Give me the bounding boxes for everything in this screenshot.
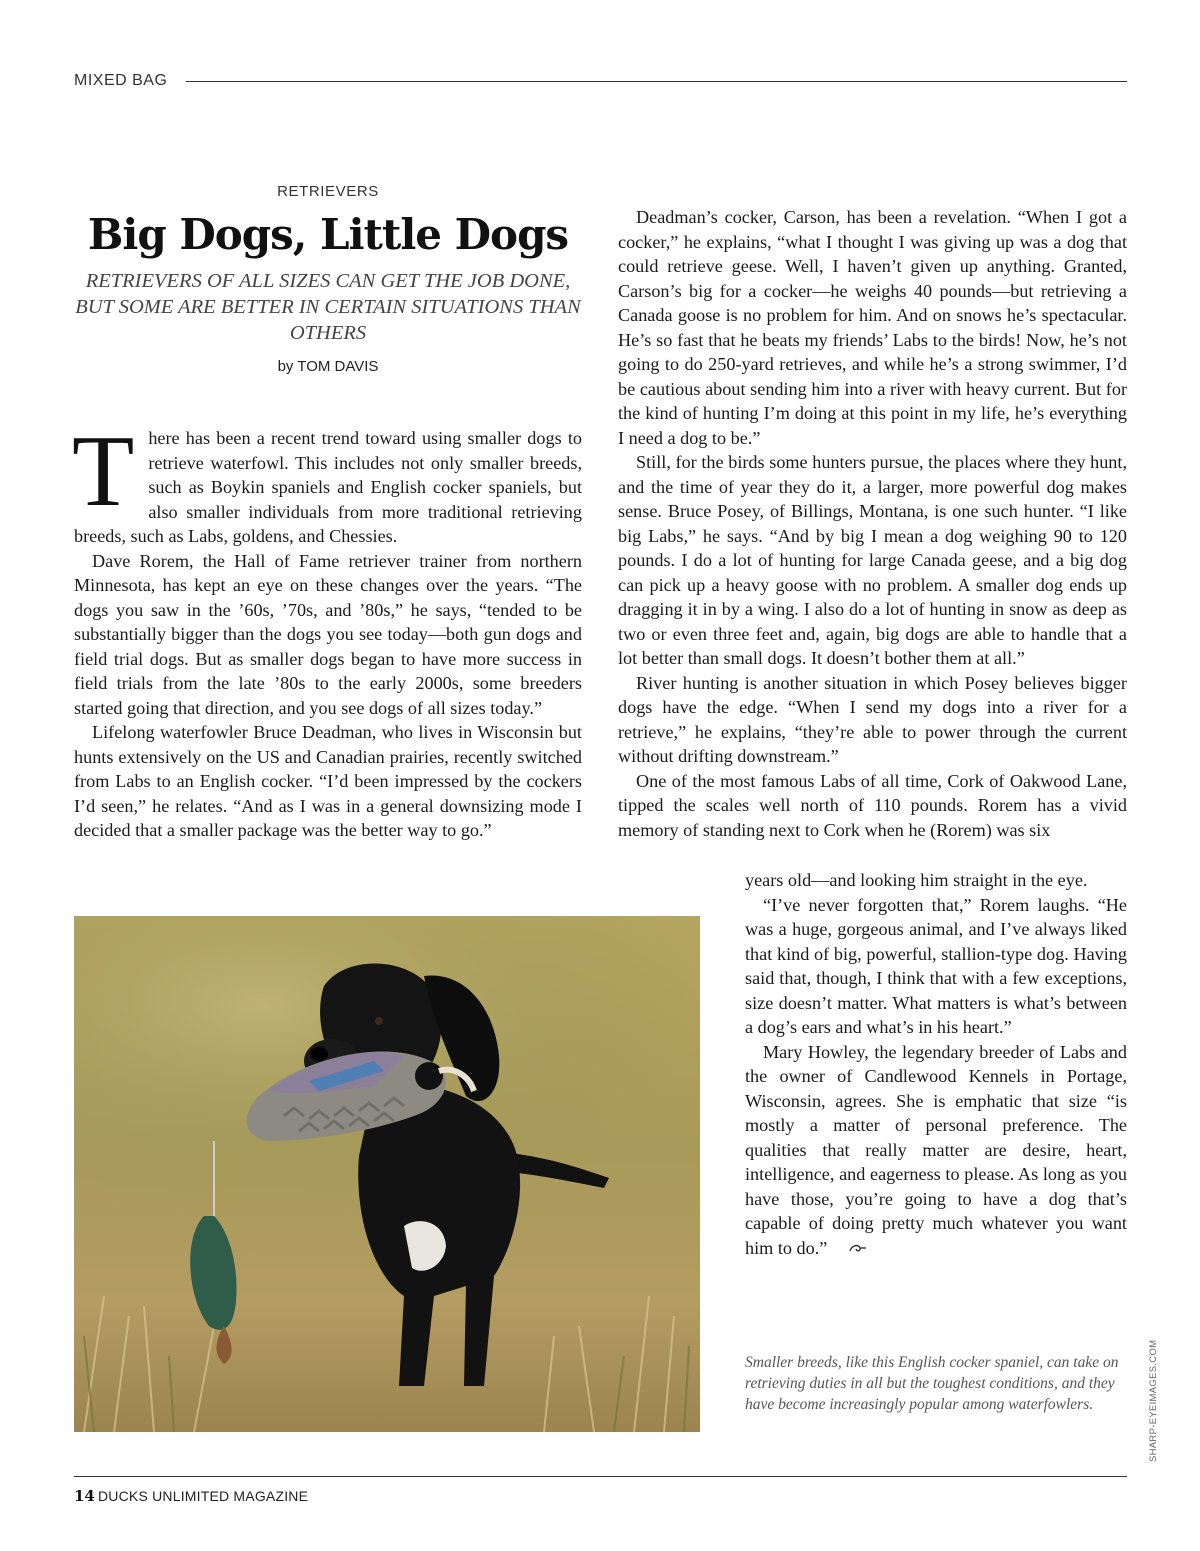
photo-credit: SHARP-EYEIMAGES.COM — [1148, 1339, 1159, 1462]
body-paragraph: One of the most famous Labs of all time, Cork of Oakwood Lane, tipped the scales well north of 110 pounds. Rorem has a vivid memory of standing next to Cork when he (Rorem) was six — [618, 770, 1127, 840]
retriever-photo — [74, 916, 700, 1432]
article-headline: Big Dogs, Little Dogs — [87, 210, 569, 259]
article-kicker: RETRIEVERS — [277, 183, 379, 200]
body-paragraph: years old—and looking him straight in the eye. — [745, 870, 1088, 890]
article-deck: RETRIEVERS OF ALL SIZES CAN GET THE JOB DONE, BUT SOME ARE BETTER IN CERTAIN SITUATIONS THAN OTHERS — [75, 270, 581, 344]
body-column-left — [72, 415, 582, 843]
body-column-narrow — [745, 868, 1127, 1262]
drop-cap: T — [72, 415, 135, 528]
body-paragraph: Deadman’s cocker, Carson, has been a revelation. “When I got a cocker,” he explains, “what I thought I was giving up was a dog that could retrieve geese. Well, I haven’t given up anything. Granted, Carson’s big for a cocker—he weighs 40 pounds—but retrieving a Canada goose is no problem for him. And on snows he’s spectacular. He’s so fast that he beats my friends’ Labs to the birds! Now, he’s not going to do 250-yard retrieves, and while he’s a strong swimmer, I’d be cautious about sending him into a river with heavy current. But for the kind of hunting I’m doing at this point in my life, he’s everything I need a dog to be.” — [618, 207, 1127, 448]
body-paragraph: “I’ve never forgotten that,” Rorem laughs. “He was a huge, gorgeous animal, and I’ve always liked that kind of big, powerful, stallion-type dog. Having said that, though, I think that with a few exceptions, size doesn’t matter. What matters is what’s between a dog’s ears and what’s in his heart.” — [745, 894, 1127, 1037]
footer-rule — [74, 1476, 1127, 1477]
page-number: 14 — [74, 1487, 95, 1505]
paragraph-text: Mary Howley, the legendary breeder of Labs and the owner of Candlewood Kennels in Portage, Wisconsin, agrees. She is emphatic that size “is mostly a matter of personal preference. The qualities that really matter are desire, heart, intelligence, and eagerness to please. As long as you have those, you’re going to have a dog that’s capable of doing pretty much whatever you want him to do.” — [745, 1041, 1127, 1258]
body-paragraph — [72, 415, 582, 549]
section-label: MIXED BAG — [74, 72, 168, 89]
body-column-right — [618, 205, 1127, 842]
header-rule — [186, 81, 1127, 82]
body-paragraph: Still, for the birds some hunters pursue, the places where they hunt, and the time of year they do it, a larger, more powerful dog makes sense. Bruce Posey, of Billings, Montana, is one such hunter. “I like big Labs,” he says. “And by big I mean a dog weighing 90 to 120 pounds. I do a lot of hunting for large Canada geese, and a big dog can pick up a heavy goose with no problem. A smaller dog ends up dragging it in by a wing. I also do a lot of hunting in snow as deep as two or even three feet and, again, big dogs are able to handle that a lot better than small dogs. It doesn’t bother them at all.” — [618, 452, 1127, 668]
end-mark-icon — [831, 1238, 867, 1263]
body-paragraph: Lifelong waterfowler Bruce Deadman, who lives in Wisconsin but hunts extensively on the US and Canadian prairies, recently switched from Labs to an English cocker. “I’d been impressed by the cockers I’d seen,” he relates. “And as I was in a general downsizing mode I decided that a smaller package was the better way to go.” — [74, 722, 582, 840]
paragraph-text: here has been a recent trend toward using smaller dogs to retrieve waterfowl. This includes not only smaller breeds, such as Boykin spaniels and English cocker spaniels, but also smaller individuals from more traditional retrieving breeds, such as Labs, goldens, and Chessies. — [74, 428, 582, 546]
body-paragraph: River hunting is another situation in which Posey believes bigger dogs have the edge. “When I send my dogs into a river for a retrieve,” he explains, “they’re able to power through the current without drifting downstream.” — [618, 672, 1127, 766]
photo-caption: Smaller breeds, like this English cocker spaniel, can take on retrieving duties in all but the toughest conditions, and they have become increasingly popular among waterfowlers. — [745, 1354, 1119, 1413]
body-paragraph — [745, 1040, 1127, 1263]
body-paragraph: Dave Rorem, the Hall of Fame retriever trainer from northern Minnesota, has kept an eye on these changes over the years. “The dogs you saw in the ’60s, ’70s, and ’80s,” he says, “tended to be substantially bigger than the dogs you see today—both gun dogs and field trial dogs. But as smaller dogs began to have more success in field trials from the late ’80s to the early 2000s, some breeders started going that direction, and you see dogs of all sizes today.” — [74, 550, 582, 718]
magazine-name: DUCKS UNLIMITED MAGAZINE — [98, 1488, 309, 1504]
article-byline: by TOM DAVIS — [277, 358, 379, 375]
